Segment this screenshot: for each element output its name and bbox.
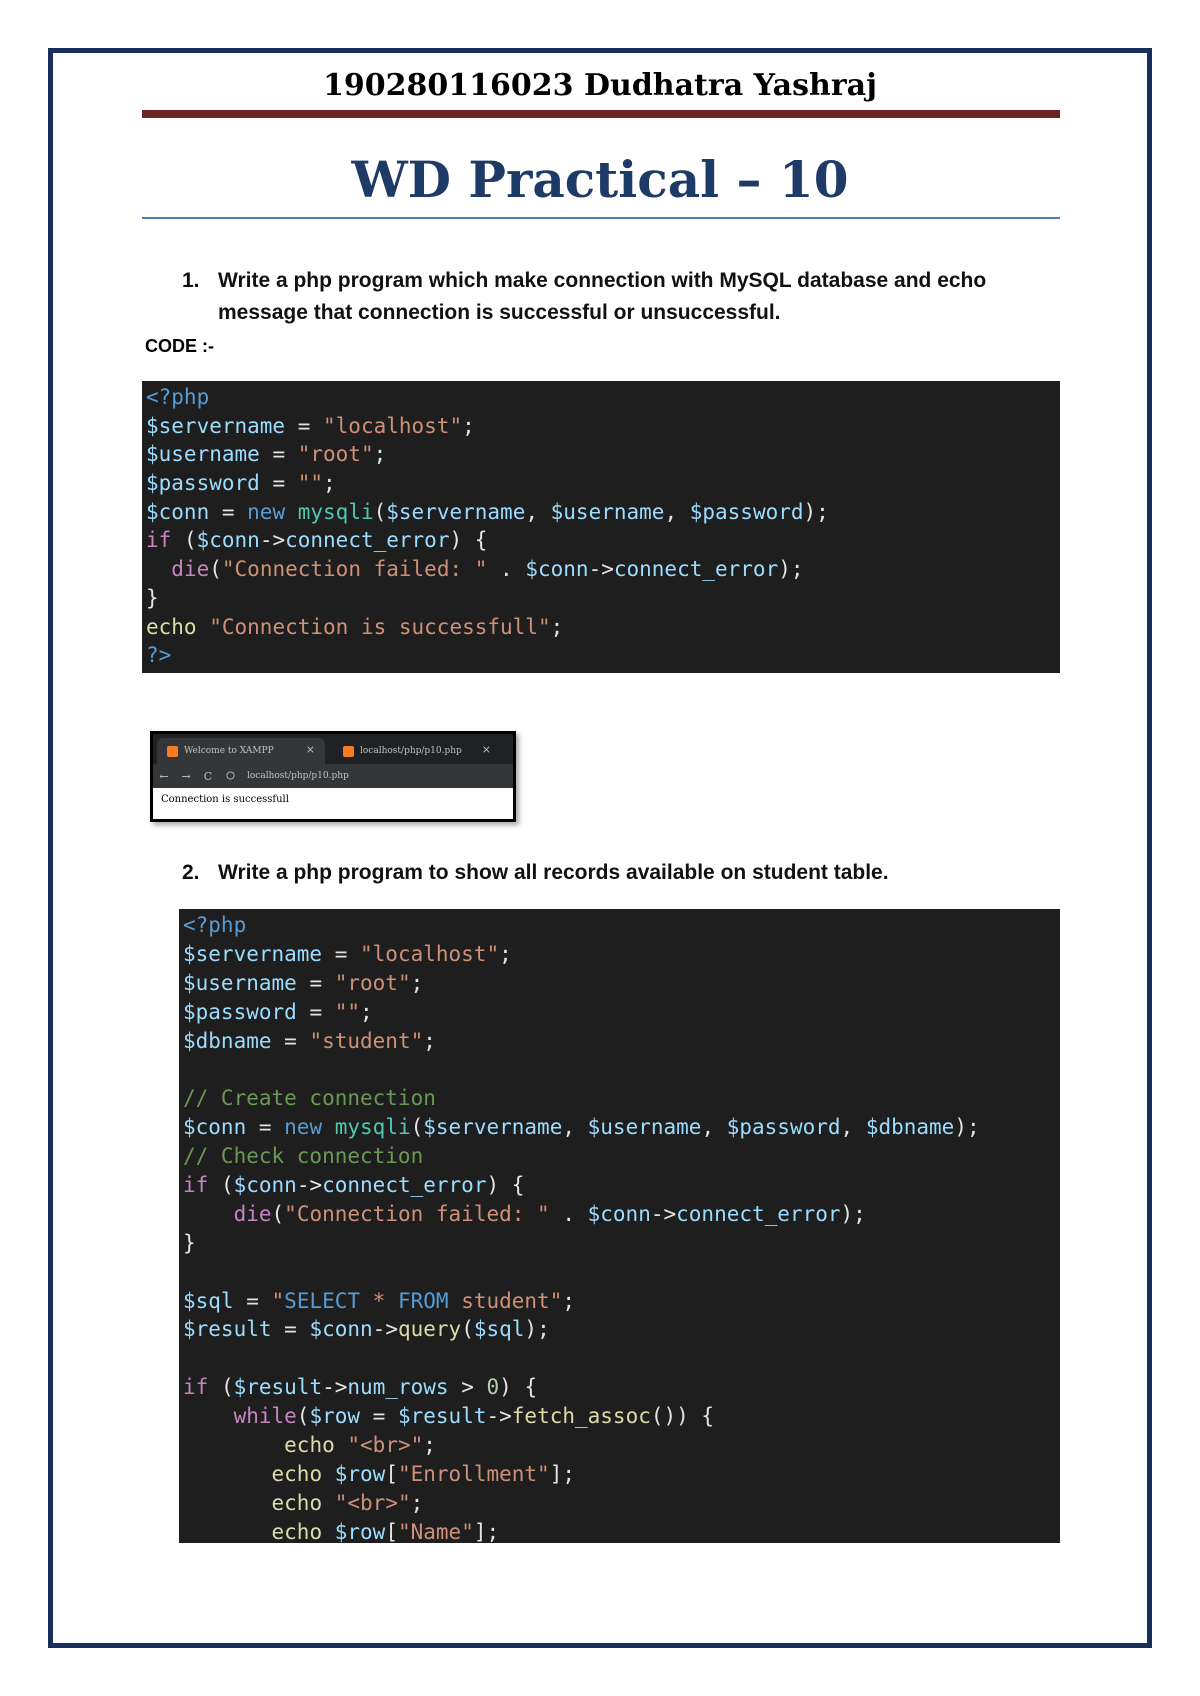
code-token: ; xyxy=(550,614,564,639)
student-name-header: 190280116023 Dudhatra Yashraj xyxy=(323,68,877,103)
code-line xyxy=(146,584,1056,613)
code-line xyxy=(183,1518,1056,1543)
code-block-1 xyxy=(142,381,1060,673)
code-token: echo xyxy=(146,614,197,639)
code-token xyxy=(322,1491,335,1515)
code-line xyxy=(183,1229,1056,1258)
code-token: echo xyxy=(271,1461,323,1486)
code-token: $password xyxy=(689,499,804,524)
code-line xyxy=(183,1171,1056,1200)
code-token: ) { xyxy=(486,1173,525,1198)
code-token: "Connection failed: " xyxy=(284,1201,550,1226)
code-line xyxy=(183,1373,1056,1402)
code-token: if xyxy=(183,1173,209,1198)
code-token xyxy=(146,557,171,581)
code-token: -> xyxy=(322,1375,348,1400)
code-block-2 xyxy=(179,909,1060,1543)
code-token: ; xyxy=(499,941,512,966)
code-token: $row xyxy=(334,1519,386,1543)
code-token: "localhost" xyxy=(360,941,500,966)
tab-title: Welcome to XAMPP xyxy=(184,746,274,756)
code-token: $result xyxy=(233,1375,323,1400)
code-token: [ xyxy=(385,1519,398,1543)
code-token: ( xyxy=(209,557,222,582)
code-token xyxy=(322,1520,335,1543)
code-token: "localhost" xyxy=(323,413,463,438)
code-token: , xyxy=(840,1115,866,1140)
code-token: "<br>" xyxy=(347,1433,424,1458)
code-token: "Connection failed: " xyxy=(221,557,488,582)
tab-title: localhost/php/p10.php xyxy=(360,746,462,756)
code-token: $conn xyxy=(146,499,210,524)
xampp-favicon-icon xyxy=(167,746,178,757)
code-token: // Create connection xyxy=(183,1086,436,1111)
code-line xyxy=(146,440,1056,469)
info-icon xyxy=(219,770,241,783)
tab-close-icon[interactable]: × xyxy=(481,743,491,756)
code-token: $password xyxy=(183,999,297,1024)
code-token: } xyxy=(183,1230,196,1255)
code-token: $username xyxy=(183,970,297,995)
browser-tab-p10[interactable] xyxy=(333,738,501,764)
question-2 xyxy=(182,857,1042,889)
code-token: -> xyxy=(372,1317,398,1342)
code-token: = xyxy=(246,1115,285,1140)
code-token: <?php xyxy=(146,385,210,409)
code-token: $row xyxy=(309,1404,361,1429)
code-token: echo xyxy=(284,1433,335,1458)
code-token xyxy=(322,1462,335,1486)
code-token: $servername xyxy=(423,1115,563,1140)
code-line xyxy=(146,383,1056,412)
code-line xyxy=(146,555,1056,584)
code-token: die xyxy=(171,557,210,582)
code-token: $conn xyxy=(587,1201,651,1226)
code-token: <?php xyxy=(183,913,247,937)
code-token: fetch_assoc xyxy=(511,1404,651,1429)
code-token: $username xyxy=(587,1115,702,1140)
code-token xyxy=(285,500,298,524)
code-token: ; xyxy=(373,442,387,467)
code-token: ]; xyxy=(473,1519,500,1543)
code-token: connect_error xyxy=(285,528,450,553)
reload-icon[interactable]: C xyxy=(203,769,213,783)
code-line xyxy=(183,1287,1056,1316)
code-token: ; xyxy=(410,1490,424,1515)
code-token: . xyxy=(487,557,526,582)
code-token: = xyxy=(259,442,298,467)
code-token: $conn xyxy=(309,1317,373,1342)
code-line xyxy=(183,1258,1056,1287)
code-line xyxy=(183,1113,1056,1142)
code-token: ?> xyxy=(146,643,172,668)
code-token: -> xyxy=(486,1404,512,1429)
code-token: , xyxy=(562,1115,588,1140)
code-token: = xyxy=(233,1288,272,1313)
code-token: ]; xyxy=(549,1461,575,1486)
code-token: > xyxy=(448,1375,487,1400)
code-line xyxy=(183,1344,1056,1373)
code-token xyxy=(183,1433,284,1457)
code-token: * xyxy=(360,1288,398,1313)
code-token: ); xyxy=(524,1317,550,1342)
code-token: "Connection is successfull" xyxy=(209,614,551,639)
code-token: "Name" xyxy=(397,1519,474,1543)
code-token: , xyxy=(664,499,690,524)
code-token: " xyxy=(271,1288,285,1313)
code-token: ( xyxy=(171,528,197,553)
code-token: ; xyxy=(423,1433,436,1458)
code-token: ( xyxy=(271,1201,285,1226)
code-token: "" xyxy=(297,471,324,496)
code-token: FROM xyxy=(397,1288,449,1313)
code-token: $servername xyxy=(183,941,323,966)
code-token: = xyxy=(296,999,335,1024)
code-token: $sql xyxy=(183,1288,234,1313)
code-token: -> xyxy=(588,557,614,582)
code-token xyxy=(322,1115,335,1139)
code-token: -> xyxy=(650,1201,677,1226)
code-token: $sql xyxy=(473,1317,525,1342)
code-token: $conn xyxy=(233,1173,297,1198)
code-token: = xyxy=(285,413,324,438)
back-arrow-icon[interactable]: ← xyxy=(159,769,169,783)
code-token: . xyxy=(549,1201,588,1226)
code-line xyxy=(183,1142,1056,1171)
code-token: die xyxy=(233,1201,272,1226)
code-token: "root" xyxy=(334,970,411,995)
code-token: = xyxy=(271,1028,310,1053)
code-token: query xyxy=(397,1317,462,1342)
code-token: student" xyxy=(448,1288,563,1313)
code-token: -> xyxy=(296,1173,323,1198)
code-token: = xyxy=(360,1404,398,1429)
code-line xyxy=(183,1084,1056,1113)
forward-arrow-icon[interactable]: → xyxy=(181,769,191,783)
code-token xyxy=(183,1491,272,1515)
code-token: new xyxy=(247,499,286,524)
code-token: ); xyxy=(778,557,804,582)
code-token: ( xyxy=(461,1317,474,1342)
code-token: ; xyxy=(562,1288,575,1313)
code-token: connect_error xyxy=(322,1173,487,1198)
title-divider xyxy=(142,217,1060,219)
code-token: } xyxy=(146,585,159,610)
code-token: = xyxy=(259,471,298,496)
code-token: ()) { xyxy=(650,1404,715,1429)
code-token: ); xyxy=(803,499,829,524)
code-label: CODE :- xyxy=(145,336,214,356)
code-token: $dbname xyxy=(865,1115,955,1140)
code-token: "<br>" xyxy=(334,1490,411,1515)
code-token: "Enrollment" xyxy=(397,1461,550,1486)
code-token: if xyxy=(146,528,172,553)
code-token: "root" xyxy=(297,442,374,467)
code-token: if xyxy=(183,1375,209,1400)
question-text: Write a php program to show all records available on student table. xyxy=(218,861,889,884)
code-line xyxy=(146,469,1056,498)
code-token: new xyxy=(284,1115,323,1140)
code-token: ; xyxy=(360,999,373,1024)
code-token: ); xyxy=(840,1201,866,1226)
code-token: $row xyxy=(334,1461,386,1486)
code-token: $servername xyxy=(386,499,526,524)
question-number: 1. xyxy=(182,269,200,292)
code-token: echo xyxy=(271,1519,323,1543)
code-token: echo xyxy=(271,1490,323,1515)
code-line xyxy=(183,1431,1056,1460)
code-token: ; xyxy=(323,471,336,496)
code-token: $dbname xyxy=(183,1028,272,1053)
question-number: 2. xyxy=(182,861,200,884)
code-token: = xyxy=(209,499,248,524)
code-token xyxy=(183,1520,272,1543)
code-token: ; xyxy=(462,413,475,438)
tab-close-icon[interactable]: × xyxy=(305,743,315,756)
code-token: connect_error xyxy=(613,557,779,582)
code-token: ); xyxy=(954,1115,980,1140)
code-token: = xyxy=(296,970,335,995)
browser-screenshot xyxy=(150,731,516,822)
code-token: = xyxy=(271,1317,310,1342)
code-token: ) { xyxy=(449,528,488,553)
code-line xyxy=(183,969,1056,998)
code-token: $password xyxy=(726,1115,841,1140)
code-line xyxy=(146,412,1056,441)
question-1 xyxy=(182,265,1042,329)
code-line xyxy=(183,1200,1056,1229)
code-token: ; xyxy=(410,970,424,995)
code-line xyxy=(183,940,1056,969)
code-token: mysqli xyxy=(334,1115,411,1140)
code-token: $conn xyxy=(525,557,589,582)
header-divider xyxy=(142,110,1060,118)
code-token: num_rows xyxy=(347,1375,449,1400)
code-line xyxy=(183,1402,1056,1431)
code-token: ( xyxy=(373,499,387,524)
code-token: SELECT xyxy=(284,1288,361,1313)
browser-tab-xampp[interactable] xyxy=(157,738,325,764)
code-line xyxy=(183,1489,1056,1518)
code-token: $conn xyxy=(183,1115,247,1140)
code-token: ( xyxy=(296,1404,310,1429)
code-token: $servername xyxy=(146,413,286,438)
code-token: ( xyxy=(208,1173,234,1198)
code-token: $password xyxy=(146,471,260,496)
code-token: $conn xyxy=(196,528,260,553)
code-line xyxy=(146,526,1056,555)
code-token: $username xyxy=(550,499,665,524)
code-token: ) { xyxy=(499,1375,538,1400)
code-token: 0 xyxy=(486,1375,500,1400)
code-token xyxy=(183,1202,234,1226)
code-line xyxy=(183,1055,1056,1084)
code-token: $result xyxy=(183,1317,272,1342)
code-token: $result xyxy=(397,1404,487,1429)
code-line xyxy=(183,1460,1056,1489)
code-token: while xyxy=(233,1404,297,1429)
code-token: "" xyxy=(334,999,361,1024)
code-line xyxy=(146,498,1056,527)
browser-address-bar xyxy=(153,764,513,788)
browser-tab-bar xyxy=(153,734,513,764)
code-line xyxy=(146,613,1056,642)
code-token: mysqli xyxy=(297,499,374,524)
browser-page-content: Connection is successfull xyxy=(161,794,289,805)
page-title: WD Practical – 10 xyxy=(351,150,849,209)
code-line xyxy=(183,1315,1056,1344)
code-token xyxy=(183,1462,272,1486)
code-token: , xyxy=(701,1115,727,1140)
code-line xyxy=(183,998,1056,1027)
question-text: Write a php program which make connection with MySQL database and echo message that connection is successful or unsuccessful. xyxy=(218,269,987,324)
url-field[interactable]: localhost/php/p10.php xyxy=(247,771,349,781)
code-token xyxy=(197,615,210,639)
code-token: $username xyxy=(146,442,260,467)
code-token xyxy=(335,1433,348,1457)
code-line xyxy=(183,1027,1056,1056)
code-token: ( xyxy=(410,1115,424,1140)
xampp-favicon-icon xyxy=(343,746,354,757)
code-token: ; xyxy=(423,1028,436,1053)
code-token: = xyxy=(322,941,361,966)
code-token xyxy=(183,1404,234,1428)
code-line xyxy=(183,911,1056,940)
code-token: // Check connection xyxy=(183,1144,424,1169)
code-token: , xyxy=(525,499,551,524)
code-line xyxy=(146,641,1056,670)
code-token: -> xyxy=(259,528,286,553)
code-token: [ xyxy=(385,1461,398,1486)
code-token: ( xyxy=(208,1375,234,1400)
code-token: "student" xyxy=(309,1028,424,1053)
code-token: connect_error xyxy=(676,1201,841,1226)
